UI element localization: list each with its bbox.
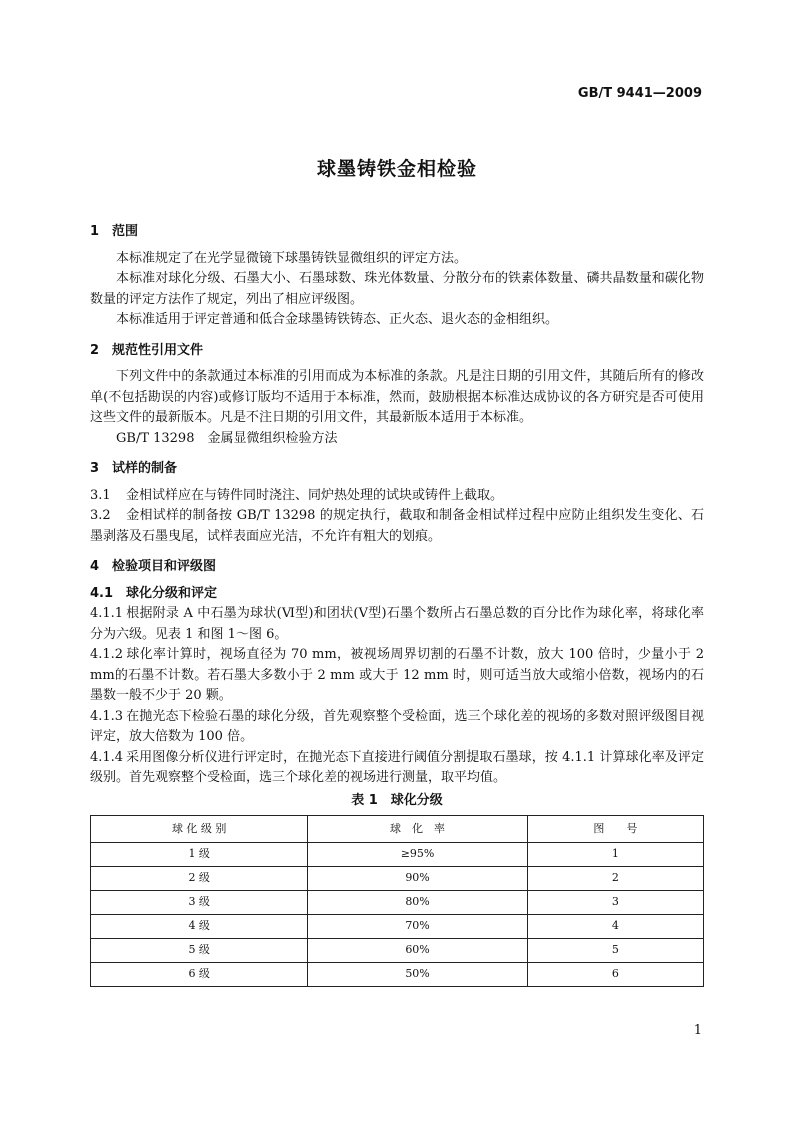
- clause-4-1-2: 4.1.2 球化率计算时，视场直径为 70 mm，被视场周界切割的石墨不计数，放大 100 倍时，少量小于 2 mm的石墨不计数。若石墨大多数小于 2 mm 或大于 12 mm 时，则可适当放大或缩小倍数，视场内的石墨数一般不少于 20 颗。: [90, 647, 704, 703]
- table-row: 2 级 90% 2: [91, 867, 704, 891]
- subsection-heading-4-1: 4.1 球化分级和评定: [90, 585, 218, 601]
- column-header-figure: 图 号: [527, 816, 703, 843]
- standard-code: GB/T 9441—2009: [577, 86, 702, 101]
- table-header-row: [91, 816, 704, 843]
- spheroidization-grade-table: [90, 815, 704, 987]
- clause-3-2: 3.2 金相试样的制备按 GB/T 13298 的规定执行，截取和制备金相试样过程中应防止组织发生变化、石墨剥落及石墨曳尾，试样表面应光洁，不允许有粗大的划痕。: [90, 508, 704, 544]
- paragraph: 本标准对球化分级、石墨大小、石墨球数、珠光体数量、分散分布的铁素体数量、磷共晶数量和碳化物数量的评定方法作了规定，列出了相应评级图。: [90, 271, 704, 307]
- section-heading-2: 2 规范性引用文件: [90, 342, 204, 358]
- table-row: 1 级 ≥95% 1: [91, 843, 704, 867]
- column-header-rate: 球 化 率: [308, 816, 527, 843]
- section-heading-3: 3 试样的制备: [90, 461, 178, 476]
- table-row: 5 级 60% 5: [91, 939, 704, 963]
- section-heading-1: 1 范围: [90, 224, 139, 239]
- section-heading-4: 4 检验项目和评级图: [90, 559, 217, 574]
- table-row: 3 级 80% 3: [91, 891, 704, 915]
- column-header-grade: 球 化 级 别: [91, 816, 308, 843]
- paragraph: 下列文件中的条款通过本标准的引用而成为本标准的条款。凡是注日期的引用文件，其随后所有的修改单(不包括勘误的内容)或修订版均不适用于本标准，然而，鼓励根据本标准达成协议的各方研究是否可使用这些文件的最新版本。凡是不注日期的引用文件，其最新版本适用于本标准。: [90, 369, 704, 425]
- table-caption: 表 1 球化分级: [351, 792, 443, 808]
- clause-3-1: 3.1 金相试样应在与铸件同时浇注、同炉热处理的试块或铸件上截取。: [90, 487, 504, 503]
- paragraph: 本标准适用于评定普通和低合金球墨铸铁铸态、正火态、退火态的金相组织。: [116, 312, 559, 327]
- clause-4-1-4: 4.1.4 采用图像分析仪进行评定时，在抛光态下直接进行阈值分割提取石墨球，按 4.1.1 计算球化率及评定级别。首先观察整个受检面，选三个球化差的视场进行测量，取平均值。: [90, 749, 704, 785]
- document-body: [90, 222, 704, 987]
- table-row: 4 级 70% 4: [91, 915, 704, 939]
- paragraph: 本标准规定了在光学显微镜下球墨铸铁显微组织的评定方法。: [116, 250, 468, 266]
- table-row: 6 级 50% 6: [91, 963, 704, 987]
- clause-4-1-3: 4.1.3 在抛光态下检验石墨的球化分级，首先观察整个受检面，选三个球化差的视场的多数对照评级图目视评定，放大倍数为 100 倍。: [90, 708, 704, 744]
- document-title: 球墨铸铁金相检验: [316, 158, 477, 180]
- normative-reference: GB/T 13298 金属显微组织检验方法: [116, 430, 338, 446]
- page-number: 1: [693, 1023, 702, 1038]
- clause-4-1-1: 4.1.1 根据附录 A 中石墨为球状(Ⅵ型)和团状(Ⅴ型)石墨个数所占石墨总数的百分比作为球化率，将球化率分为六级。见表 1 和图 1～图 6。: [90, 606, 704, 642]
